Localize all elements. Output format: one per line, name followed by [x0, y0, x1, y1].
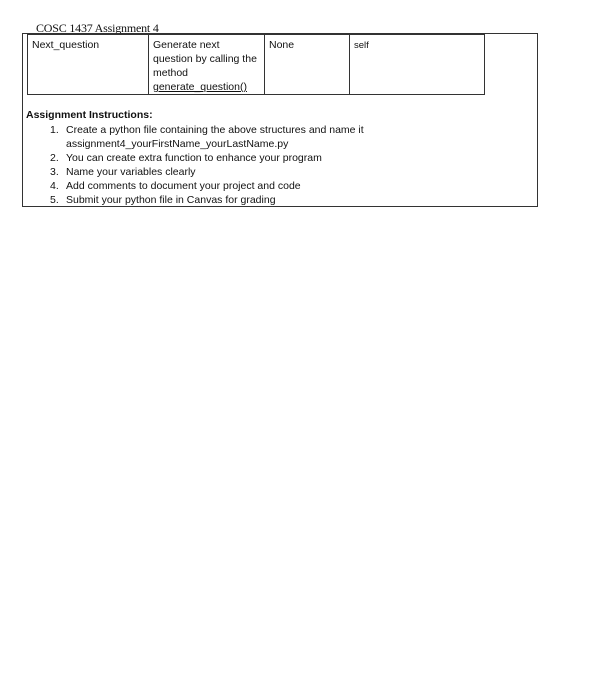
step-number: 3. [50, 166, 59, 178]
instructions-title: Assignment Instructions: [26, 109, 153, 121]
step-text: Create a python file containing the above structures and name it [66, 124, 364, 136]
instructions-section [26, 108, 531, 207]
step-text: Add comments to document your project and code [66, 180, 301, 192]
description-line: generate_question() [153, 81, 247, 93]
description-line: method [153, 67, 189, 79]
description-line: question by calling the [153, 53, 257, 65]
description-line: Generate next [153, 39, 220, 51]
method-name-cell [28, 35, 149, 95]
step-text: assignment4_yourFirstName_yourLastName.py [66, 138, 289, 150]
step-number: 2. [50, 152, 59, 164]
list-item [26, 123, 531, 151]
list-item [26, 165, 531, 179]
method-table [27, 34, 485, 95]
table-row [28, 35, 485, 95]
list-item [26, 179, 531, 193]
param-value: self [354, 40, 369, 51]
step-text: You can create extra function to enhance your program [66, 152, 322, 164]
step-text: Name your variables clearly [66, 166, 196, 178]
instructions-list [26, 123, 531, 207]
assignment-frame [22, 33, 538, 207]
list-item [26, 193, 531, 207]
step-text: Submit your python file in Canvas for grading [66, 194, 276, 206]
return-cell [265, 35, 350, 95]
step-number: 4. [50, 180, 59, 192]
return-value: None [269, 39, 295, 51]
document-header: COSC 1437 Assignment 4 [36, 21, 159, 35]
param-cell [350, 35, 485, 95]
step-number: 5. [50, 194, 59, 206]
step-number: 1. [50, 124, 59, 136]
list-item [26, 151, 531, 165]
method-name: Next_question [32, 39, 100, 51]
method-description-cell [149, 35, 265, 95]
